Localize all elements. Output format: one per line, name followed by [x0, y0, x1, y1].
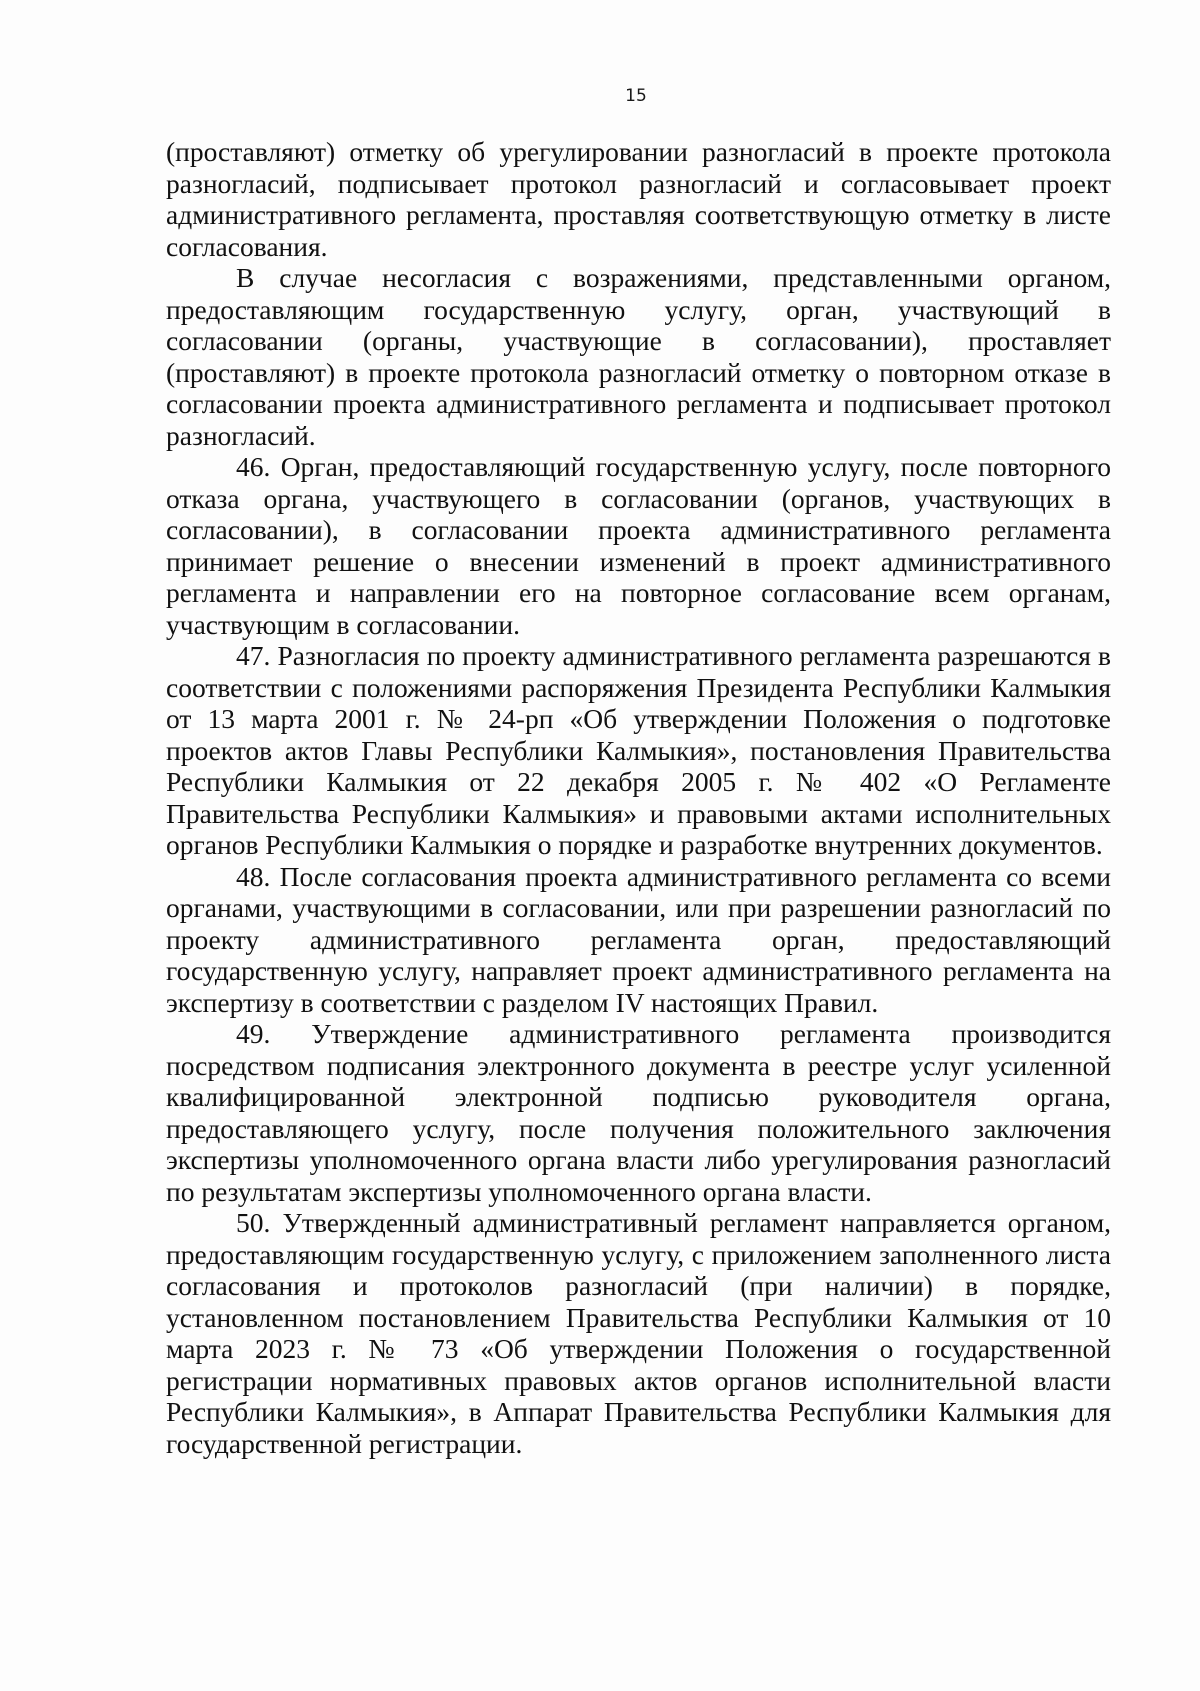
paragraph-46: [166, 451, 1111, 640]
paragraph-text: Разногласия по проекту административного регламента разрешаются в соответствии с положениями распоряжения Президента Республики Калмыкия от 13 марта 2001 г. № 24-рп «Об утверждении Положения о подготовке проектов актов Главы Республики Калмыкия», постановления Правительства Республики Калмыкия от 22 декабря 2005 г. № 402 «О Регламенте Правительства Республики Калмыкия» и правовыми актами исполнительных органов Республики Калмыкия о порядке и разработке внутренних документов.: [166, 640, 1112, 860]
paragraph-text: В случае несогласия с возражениями, представленными органом, предоставляющим государственную услугу, орган, участвующий в согласовании (органы, участвующие в согласовании), проставляет (проставляют) в проекте протокола разногласий отметку о повторном отказе в согласовании проекта административного регламента и подписывает протокол разногласий.: [166, 262, 1111, 451]
document-body: [166, 136, 1111, 1459]
page-number: 15: [625, 86, 647, 106]
paragraph-text: Утверждение административного регламента производится посредством подписания электронного документа в реестре услуг усиленной квалифицированной электронной подписью руководителя органа, предоставляющего услугу, после получения положительного заключения экспертизы уполномоченного органа власти либо урегулирования разногласий по результатам экспертизы уполномоченного органа власти.: [166, 1018, 1111, 1207]
paragraph-number: 47.: [236, 640, 271, 671]
paragraph-number: 48.: [236, 860, 271, 892]
paragraph-49: [166, 1018, 1111, 1207]
paragraph-47: [166, 640, 1111, 861]
paragraph-text: После согласования проекта административного регламента со всеми органами, участвующими в согласовании, или при разрешении разногласий по проекту административного регламента орган, предоставляющий государственную услугу, направляет проект административного регламента на экспертизу в соответствии с разделом IV настоящих Правил.: [166, 860, 1111, 1018]
paragraph-continuation: [166, 136, 1111, 262]
paragraph-text: (проставляют) отметку об урегулировании разногласий в проекте протокола разногласий, подписывает протокол разногласий и согласовывает проект административного регламента, проставляя соответствующую отметку в листе согласования.: [166, 136, 1111, 262]
paragraph-48: [166, 861, 1111, 1019]
paragraph-number: 49.: [236, 1018, 271, 1049]
paragraph-number: 50.: [236, 1207, 271, 1238]
paragraph-number: 46.: [236, 451, 271, 482]
paragraph-text: Орган, предоставляющий государственную услугу, после повторного отказа органа, участвующего в согласовании (органов, участвующих в согласовании), в согласовании проекта административного регламента принимает решение о внесении изменений в проект административного регламента и направлении его на повторное согласование всем органам, участвующим в согласовании.: [166, 451, 1111, 640]
paragraph-text: Утвержденный административный регламент направляется органом, предоставляющим государственную услугу, с приложением заполненного листа согласования и протоколов разногласий (при наличии) в порядке, установленном постановлением Правительства Республики Калмыкия от 10 марта 2023 г. № 73 «Об утверждении Положения о государственной регистрации нормативных правовых актов органов исполнительной власти Республики Калмыкия», в Аппарат Правительства Республики Калмыкия для государственной регистрации.: [166, 1207, 1111, 1459]
paragraph-50: [166, 1207, 1111, 1459]
paragraph: [166, 262, 1111, 451]
